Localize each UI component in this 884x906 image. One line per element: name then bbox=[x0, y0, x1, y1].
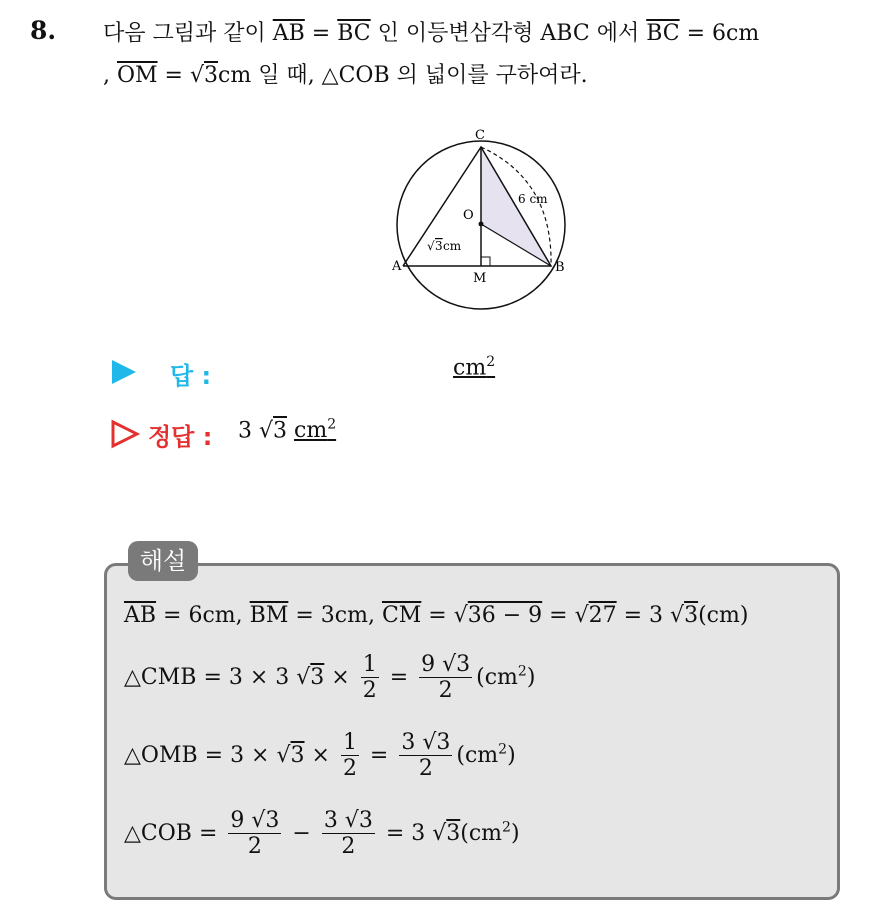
fraction bbox=[361, 652, 379, 704]
radicand: 27 bbox=[588, 603, 617, 628]
segment-cm: $\overline{CM}$ bbox=[381, 603, 422, 628]
value-radicand: 3 bbox=[273, 418, 288, 444]
question-text-line-1 bbox=[103, 16, 759, 47]
text: △COB = bbox=[124, 820, 225, 846]
text: ) bbox=[507, 742, 516, 768]
fraction bbox=[419, 652, 472, 704]
segment-bm: $\overline{BM}$ bbox=[249, 603, 289, 628]
answer-unit: cm bbox=[453, 355, 487, 381]
question-text-line-2 bbox=[103, 58, 588, 89]
answer-input-blank[interactable] bbox=[453, 354, 495, 380]
text: (cm bbox=[460, 820, 503, 846]
exponent: 2 bbox=[502, 819, 511, 836]
fraction bbox=[341, 730, 359, 782]
solution-line-2 bbox=[124, 652, 535, 704]
segment-om: $\overline{OM}$ bbox=[117, 63, 158, 88]
value-unit: cm bbox=[294, 418, 328, 444]
numerator: 3 √3 bbox=[323, 808, 373, 833]
denominator: 2 bbox=[247, 834, 262, 860]
fraction bbox=[228, 808, 281, 860]
denominator: 2 bbox=[341, 834, 356, 860]
question-text: cm 일 때, △COB 의 넓이를 구하여라. bbox=[218, 63, 588, 88]
text: = bbox=[362, 742, 396, 768]
text: × bbox=[304, 742, 337, 768]
solution-line-4 bbox=[124, 808, 520, 860]
radicand: 3 bbox=[290, 742, 305, 768]
center-point-o bbox=[479, 222, 484, 227]
text: ) bbox=[510, 820, 520, 846]
segment-ab: $\overline{AB}$ bbox=[124, 603, 157, 628]
denominator: 2 bbox=[438, 678, 453, 704]
text: × bbox=[324, 664, 357, 690]
label-sqrt3-sign: √ bbox=[427, 239, 435, 253]
equals-sign: = bbox=[304, 21, 338, 46]
numerator: 9 √3 bbox=[230, 808, 280, 833]
text: △CMB = 3 × 3 √ bbox=[124, 664, 311, 690]
fraction bbox=[399, 730, 452, 782]
value-prefix: 3 √ bbox=[238, 418, 274, 444]
correct-answer-label: 정답 : bbox=[148, 423, 213, 451]
numerator: 1 bbox=[362, 652, 377, 677]
solution-line-3 bbox=[124, 730, 516, 782]
radicand: 3 bbox=[310, 664, 325, 690]
text: (cm bbox=[456, 742, 499, 768]
label-sqrt3-num: 3 bbox=[435, 239, 443, 253]
question-text: = 6cm bbox=[679, 21, 760, 46]
numerator: 3 √3 bbox=[401, 730, 451, 755]
label-o: O bbox=[463, 208, 474, 223]
label-sqrt3-unit: cm bbox=[443, 239, 462, 253]
label-c: C bbox=[475, 128, 485, 143]
label-six-cm: 6 cm bbox=[518, 192, 548, 206]
denominator: 2 bbox=[362, 678, 377, 704]
exponent: 2 bbox=[517, 663, 527, 680]
text: △OMB = 3 × √ bbox=[124, 742, 291, 768]
denominator: 2 bbox=[418, 756, 433, 782]
text: ) bbox=[526, 664, 536, 690]
numerator: 9 √3 bbox=[421, 652, 471, 677]
text: = √ bbox=[542, 603, 589, 628]
numerator: 1 bbox=[342, 730, 357, 755]
radicand: 3 bbox=[446, 820, 461, 846]
comma: , bbox=[103, 63, 117, 88]
label-m: M bbox=[473, 271, 487, 286]
outline-triangle-icon bbox=[110, 419, 140, 449]
label-b: B bbox=[555, 260, 565, 275]
text: = bbox=[382, 664, 416, 690]
label-a: A bbox=[392, 259, 402, 274]
text: − bbox=[285, 820, 318, 846]
equals-sqrt: = √ bbox=[157, 63, 205, 88]
exponent: 2 bbox=[498, 741, 508, 758]
answer-row bbox=[110, 352, 570, 392]
answer-unit-exponent: 2 bbox=[486, 354, 496, 370]
fraction bbox=[322, 808, 375, 860]
radicand: 3 bbox=[204, 63, 219, 88]
text: = 3 √ bbox=[378, 820, 447, 846]
radicand: 36 − 9 bbox=[467, 603, 543, 628]
solution-tab: 해설 bbox=[128, 541, 198, 581]
denominator: 2 bbox=[342, 756, 357, 782]
segment-bc: $\overline{BC}$ bbox=[337, 21, 371, 46]
radicand: 3 bbox=[684, 603, 699, 628]
text: = 3 √ bbox=[616, 603, 685, 628]
play-triangle-icon bbox=[110, 358, 138, 386]
text: = 6cm, bbox=[156, 603, 250, 628]
segment-ab: $\overline{AB}$ bbox=[272, 21, 305, 46]
segment-bc: $\overline{BC}$ bbox=[646, 21, 680, 46]
text: = 3cm, bbox=[288, 603, 382, 628]
geometry-figure bbox=[388, 120, 574, 320]
value-unit-exponent: 2 bbox=[327, 417, 337, 433]
text: (cm bbox=[476, 664, 518, 690]
question-number: 8. bbox=[30, 16, 57, 45]
answer-label: 답 : bbox=[170, 362, 212, 390]
question-text: 다음 그림과 같이 bbox=[103, 21, 273, 46]
correct-answer-row bbox=[110, 413, 470, 453]
text: = √ bbox=[421, 603, 468, 628]
text: (cm) bbox=[698, 603, 749, 628]
right-angle-mark bbox=[481, 257, 490, 266]
correct-answer-value bbox=[238, 417, 336, 443]
question-text: 인 이등변삼각형 ABC 에서 bbox=[370, 21, 647, 46]
solution-line-1 bbox=[124, 603, 748, 628]
